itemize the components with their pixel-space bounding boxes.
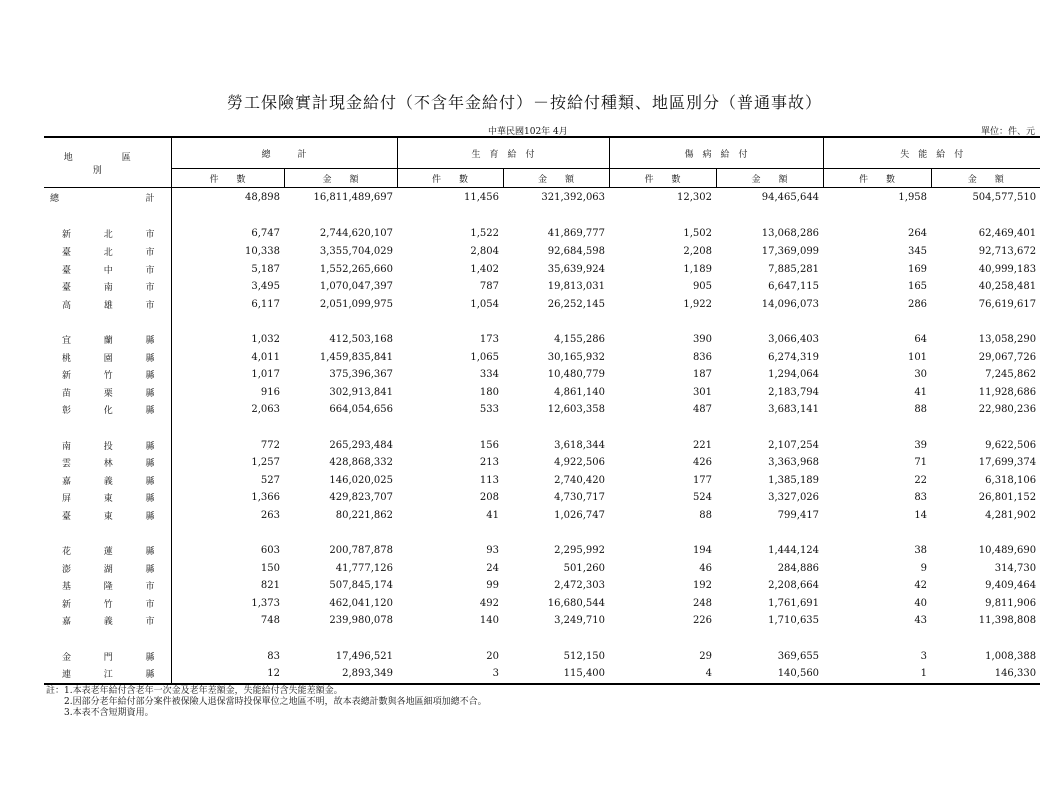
table-cell: 10,489,690 xyxy=(978,545,1037,557)
table-cell: 140,560 xyxy=(716,665,823,684)
region-label: 花 蓮 縣 xyxy=(62,547,155,558)
group-spacer xyxy=(44,524,1040,542)
table-cell: 41 xyxy=(486,509,500,521)
header-count: 件 數 xyxy=(823,169,931,188)
table-cell: 41,869,777 xyxy=(547,228,606,240)
unit-label: 單位：件、元 xyxy=(980,127,1035,137)
table-cell: 527 xyxy=(171,471,284,489)
region-label: 彰 化 縣 xyxy=(62,406,155,417)
table-cell: 4,281,902 xyxy=(985,509,1037,521)
table-cell: 177 xyxy=(692,474,713,486)
table-cell: 748 xyxy=(171,612,284,630)
table-cell: 180 xyxy=(479,386,500,398)
table-cell: 5,187 xyxy=(171,260,284,278)
table-cell: 200,787,878 xyxy=(329,545,394,557)
table-cell: 4,861,140 xyxy=(554,386,606,398)
table-row xyxy=(44,225,1040,243)
table-cell: 462,041,120 xyxy=(329,597,394,609)
table-cell: 1,366 xyxy=(171,489,284,507)
table-cell: 524 xyxy=(692,492,713,504)
region-label: 雲 林 縣 xyxy=(62,459,155,470)
total-cell: 48,898 xyxy=(171,188,284,208)
table-cell: 76,619,617 xyxy=(978,298,1037,310)
table-cell: 173 xyxy=(479,333,500,345)
table-row xyxy=(44,665,1040,684)
table-cell: 13,068,286 xyxy=(761,228,820,240)
table-cell: 40,258,481 xyxy=(978,281,1037,293)
table-cell: 1,054 xyxy=(470,298,500,310)
table-cell: 1,444,124 xyxy=(768,545,820,557)
table-cell: 30,165,932 xyxy=(547,351,606,363)
table-cell: 146,020,025 xyxy=(329,474,394,486)
region-label: 臺 南 市 xyxy=(62,283,155,294)
table-cell: 146,330 xyxy=(931,665,1040,684)
table-cell: 38 xyxy=(914,545,928,557)
table-cell: 150 xyxy=(171,559,284,577)
region-label: 臺 東 縣 xyxy=(62,511,155,522)
table-cell: 41,777,126 xyxy=(335,562,394,574)
table-cell: 265,293,484 xyxy=(329,439,394,451)
table-cell: 11,928,686 xyxy=(978,386,1037,398)
table-cell: 62,469,401 xyxy=(978,228,1037,240)
table-cell: 1,402 xyxy=(470,263,500,275)
table-cell: 799,417 xyxy=(777,509,820,521)
table-cell: 4,011 xyxy=(171,348,284,366)
table-cell: 239,980,078 xyxy=(329,615,394,627)
table-cell: 492 xyxy=(479,597,500,609)
table-cell: 41 xyxy=(914,386,928,398)
table-cell: 169 xyxy=(907,263,928,275)
table-row xyxy=(44,559,1040,577)
table-cell: 10,338 xyxy=(171,243,284,261)
footnote: 2.因部分老年給付部分案件被保險人退保當時投保單位之地區不明，故本表總計數與各地區細項加總不合。 xyxy=(46,697,487,707)
table-cell: 22,980,236 xyxy=(978,404,1037,416)
table-cell: 2,208 xyxy=(683,245,713,257)
table-cell: 40 xyxy=(914,597,928,609)
table-cell: 88 xyxy=(699,509,713,521)
table-row xyxy=(44,471,1040,489)
table-row xyxy=(44,260,1040,278)
region-label: 桃 園 縣 xyxy=(62,353,155,364)
footnote: 3.本表不含短期資用。 xyxy=(46,708,154,718)
table-cell: 10,480,779 xyxy=(547,369,606,381)
table-cell: 6,747 xyxy=(171,225,284,243)
table-cell: 1,294,064 xyxy=(768,369,820,381)
table-cell: 375,396,367 xyxy=(329,369,394,381)
region-label: 嘉 義 縣 xyxy=(62,476,155,487)
table-cell: 412,503,168 xyxy=(329,333,394,345)
table-cell: 187 xyxy=(692,369,713,381)
table-cell: 3,355,704,029 xyxy=(319,245,394,257)
page-title: 勞工保險實計現金給付（不含年金給付）－按給付種類、地區別分（普通事故） xyxy=(226,93,822,112)
table-cell: 115,400 xyxy=(503,665,609,684)
table-cell: 1,189 xyxy=(683,263,713,275)
region-label: 基 隆 市 xyxy=(62,582,155,593)
table-cell: 7,245,862 xyxy=(985,369,1037,381)
table-cell: 664,054,656 xyxy=(329,404,394,416)
header-amount: 金 額 xyxy=(716,169,823,188)
table-cell: 99 xyxy=(486,580,500,592)
table-cell: 2,893,349 xyxy=(284,665,397,684)
group-spacer xyxy=(44,208,1040,226)
region-label: 南 投 縣 xyxy=(62,441,155,452)
header-group-sickness: 傷 病 給 付 xyxy=(609,137,823,169)
table-cell: 428,868,332 xyxy=(329,457,394,469)
table-row xyxy=(44,401,1040,419)
footnote: 註：1.本表老年給付含老年一次金及老年差額金，失能給付含失能差額金。 xyxy=(46,686,343,696)
table-cell: 9 xyxy=(920,562,928,574)
table-cell: 7,885,281 xyxy=(768,263,820,275)
table-cell: 821 xyxy=(171,577,284,595)
table-cell: 3,327,026 xyxy=(768,492,820,504)
table-cell: 2,183,794 xyxy=(768,386,820,398)
table-row xyxy=(44,348,1040,366)
table-cell: 13,058,290 xyxy=(978,333,1037,345)
header-amount: 金 額 xyxy=(931,169,1040,188)
table-body xyxy=(44,188,1040,684)
table-cell: 83 xyxy=(914,492,928,504)
footnotes xyxy=(46,686,487,719)
total-cell: 12,302 xyxy=(677,192,713,204)
table-cell: 20 xyxy=(486,650,500,662)
table-cell: 345 xyxy=(907,245,928,257)
table-cell: 334 xyxy=(479,369,500,381)
table-row xyxy=(44,454,1040,472)
table-cell: 93 xyxy=(486,545,500,557)
table-cell: 302,913,841 xyxy=(329,386,394,398)
table-cell: 1,922 xyxy=(683,298,713,310)
table-cell: 35,639,924 xyxy=(547,263,606,275)
region-label: 高 雄 市 xyxy=(62,300,155,311)
header-group-disability: 失 能 給 付 xyxy=(823,137,1040,169)
table-cell: 2,208,664 xyxy=(768,580,820,592)
table-row xyxy=(44,383,1040,401)
table-cell: 14 xyxy=(914,509,928,521)
table-row xyxy=(44,577,1040,595)
table-cell: 6,117 xyxy=(171,295,284,313)
table-row xyxy=(44,489,1040,507)
table-cell: 1 xyxy=(823,665,931,684)
table-cell: 286 xyxy=(907,298,928,310)
table-row xyxy=(44,331,1040,349)
table-cell: 1,017 xyxy=(171,366,284,384)
header-count: 件 數 xyxy=(609,169,716,188)
region-label: 澎 湖 縣 xyxy=(62,564,155,575)
table-cell: 2,295,992 xyxy=(554,545,606,557)
table-cell: 1,459,835,841 xyxy=(319,351,394,363)
table-cell: 369,655 xyxy=(777,650,820,662)
table-cell: 17,369,099 xyxy=(761,245,820,257)
total-cell: 321,392,063 xyxy=(541,192,606,204)
table-cell: 426 xyxy=(692,457,713,469)
header-count: 件 數 xyxy=(171,169,284,188)
table-row xyxy=(44,436,1040,454)
table-cell: 22 xyxy=(914,474,928,486)
region-label: 新 竹 市 xyxy=(62,599,155,610)
total-cell: 504,577,510 xyxy=(972,192,1037,204)
table-cell: 284,886 xyxy=(777,562,820,574)
table-cell: 43 xyxy=(914,615,928,627)
table-row xyxy=(44,243,1040,261)
table-cell: 92,684,598 xyxy=(547,245,606,257)
table-cell: 29 xyxy=(699,650,713,662)
table-cell: 208 xyxy=(479,492,500,504)
table-cell: 26,252,145 xyxy=(547,298,606,310)
table-row xyxy=(44,295,1040,313)
table-cell: 1,373 xyxy=(171,595,284,613)
table-cell: 3,363,968 xyxy=(768,457,820,469)
region-label: 嘉 義 市 xyxy=(62,617,155,628)
table-cell: 30 xyxy=(914,369,928,381)
table-cell: 507,845,174 xyxy=(329,580,394,592)
table-cell: 2,472,303 xyxy=(554,580,606,592)
header-region: 地 區 別 xyxy=(44,137,171,188)
table-cell: 263 xyxy=(171,507,284,525)
table-cell: 221 xyxy=(692,439,713,451)
table-cell: 2,107,254 xyxy=(768,439,820,451)
table-cell: 226 xyxy=(692,615,713,627)
table-cell: 140 xyxy=(479,615,500,627)
total-cell: 16,811,489,697 xyxy=(313,192,394,204)
table-cell: 101 xyxy=(907,351,928,363)
table-cell: 29,067,726 xyxy=(978,351,1037,363)
table-cell: 1,761,691 xyxy=(768,597,820,609)
total-row xyxy=(44,188,1040,208)
table-cell: 42 xyxy=(914,580,928,592)
table-cell: 92,713,672 xyxy=(978,245,1037,257)
region-label: 屏 東 縣 xyxy=(62,494,155,505)
table-cell: 9,811,906 xyxy=(985,597,1037,609)
table-row xyxy=(44,542,1040,560)
table-row xyxy=(44,507,1040,525)
table-cell: 390 xyxy=(692,333,713,345)
table-cell: 12 xyxy=(171,665,284,684)
table-cell: 501,260 xyxy=(563,562,606,574)
table-cell: 1,552,265,660 xyxy=(319,263,394,275)
table-cell: 1,710,635 xyxy=(768,615,820,627)
table-cell: 40,999,183 xyxy=(978,263,1037,275)
table-cell: 26,801,152 xyxy=(978,492,1037,504)
table-row xyxy=(44,595,1040,613)
header-count: 件 數 xyxy=(397,169,503,188)
report-date: 中華民國102年 4月 xyxy=(488,127,568,137)
region-label: 連 江 縣 xyxy=(44,665,171,684)
region-label: 宜 蘭 縣 xyxy=(62,335,155,346)
table-cell: 3,618,344 xyxy=(554,439,606,451)
group-spacer xyxy=(44,313,1040,331)
table-cell: 12,603,358 xyxy=(547,404,606,416)
region-label: 臺 中 市 xyxy=(62,265,155,276)
data-table xyxy=(44,136,1040,685)
region-label: 新 北 市 xyxy=(62,230,155,241)
table-cell: 533 xyxy=(479,404,500,416)
table-cell: 1,032 xyxy=(171,331,284,349)
table-cell: 3,495 xyxy=(171,278,284,296)
table-cell: 487 xyxy=(692,404,713,416)
table-cell: 916 xyxy=(171,383,284,401)
region-label: 苗 栗 縣 xyxy=(62,388,155,399)
table-cell: 1,257 xyxy=(171,454,284,472)
table-cell: 9,409,464 xyxy=(985,580,1037,592)
table-cell: 4,155,286 xyxy=(554,333,606,345)
table-cell: 2,744,620,107 xyxy=(319,228,394,240)
table-cell: 429,823,707 xyxy=(329,492,394,504)
table-cell: 3 xyxy=(920,650,928,662)
table-cell: 1,522 xyxy=(470,228,500,240)
table-cell: 3,249,710 xyxy=(554,615,606,627)
table-cell: 248 xyxy=(692,597,713,609)
table-cell: 46 xyxy=(699,562,713,574)
header-amount: 金 額 xyxy=(503,169,609,188)
region-label: 臺 北 市 xyxy=(62,247,155,258)
table-row xyxy=(44,647,1040,665)
table-cell: 88 xyxy=(914,404,928,416)
table-cell: 11,398,808 xyxy=(978,615,1037,627)
table-cell: 264 xyxy=(907,228,928,240)
table-cell: 213 xyxy=(479,457,500,469)
table-cell: 39 xyxy=(914,439,928,451)
table-cell: 17,496,521 xyxy=(335,650,394,662)
table-cell: 3 xyxy=(397,665,503,684)
table-cell: 2,804 xyxy=(470,245,500,257)
table-cell: 194 xyxy=(692,545,713,557)
group-spacer xyxy=(44,419,1040,437)
table-cell: 192 xyxy=(692,580,713,592)
region-label: 金 門 縣 xyxy=(62,652,155,663)
table-cell: 836 xyxy=(692,351,713,363)
table-cell: 6,647,115 xyxy=(768,281,820,293)
total-cell: 11,456 xyxy=(464,192,500,204)
table-cell: 17,699,374 xyxy=(978,457,1037,469)
table-cell: 1,502 xyxy=(683,228,713,240)
table-cell: 19,813,031 xyxy=(547,281,606,293)
table-cell: 80,221,862 xyxy=(335,509,394,521)
table-cell: 2,063 xyxy=(171,401,284,419)
total-cell: 1,958 xyxy=(898,192,928,204)
group-spacer xyxy=(44,630,1040,648)
table-cell: 6,318,106 xyxy=(985,474,1037,486)
table-cell: 1,070,047,397 xyxy=(319,281,394,293)
table-cell: 156 xyxy=(479,439,500,451)
table-cell: 4,922,506 xyxy=(554,457,606,469)
table-cell: 787 xyxy=(479,281,500,293)
table-cell: 1,026,747 xyxy=(554,509,606,521)
table-cell: 3,066,403 xyxy=(768,333,820,345)
table-cell: 16,680,544 xyxy=(547,597,606,609)
table-cell: 9,622,506 xyxy=(985,439,1037,451)
table-cell: 2,740,420 xyxy=(554,474,606,486)
total-label: 總 計 xyxy=(50,194,155,205)
header-group-total: 總 計 xyxy=(171,137,397,169)
table-cell: 1,065 xyxy=(470,351,500,363)
region-label: 新 竹 縣 xyxy=(62,371,155,382)
table-cell: 3,683,141 xyxy=(768,404,820,416)
table-cell: 905 xyxy=(692,281,713,293)
table-cell: 4,730,717 xyxy=(554,492,606,504)
table-cell: 165 xyxy=(907,281,928,293)
table-cell: 314,730 xyxy=(994,562,1037,574)
table-cell: 64 xyxy=(914,333,928,345)
total-cell: 94,465,644 xyxy=(761,192,820,204)
table-cell: 772 xyxy=(171,436,284,454)
header-group-maternity: 生 育 給 付 xyxy=(397,137,609,169)
table-cell: 301 xyxy=(692,386,713,398)
table-cell: 603 xyxy=(171,542,284,560)
table-cell: 6,274,319 xyxy=(768,351,820,363)
header-amount: 金 額 xyxy=(284,169,397,188)
table-cell: 2,051,099,975 xyxy=(319,298,394,310)
table-cell: 4 xyxy=(609,665,716,684)
table-cell: 71 xyxy=(914,457,928,469)
table-cell: 113 xyxy=(479,474,500,486)
table-cell: 512,150 xyxy=(563,650,606,662)
table-cell: 24 xyxy=(486,562,500,574)
table-cell: 1,008,388 xyxy=(985,650,1037,662)
table-cell: 83 xyxy=(171,647,284,665)
table-cell: 1,385,189 xyxy=(768,474,820,486)
table-row xyxy=(44,366,1040,384)
table-cell: 14,096,073 xyxy=(761,298,820,310)
table-row xyxy=(44,278,1040,296)
table-row xyxy=(44,612,1040,630)
